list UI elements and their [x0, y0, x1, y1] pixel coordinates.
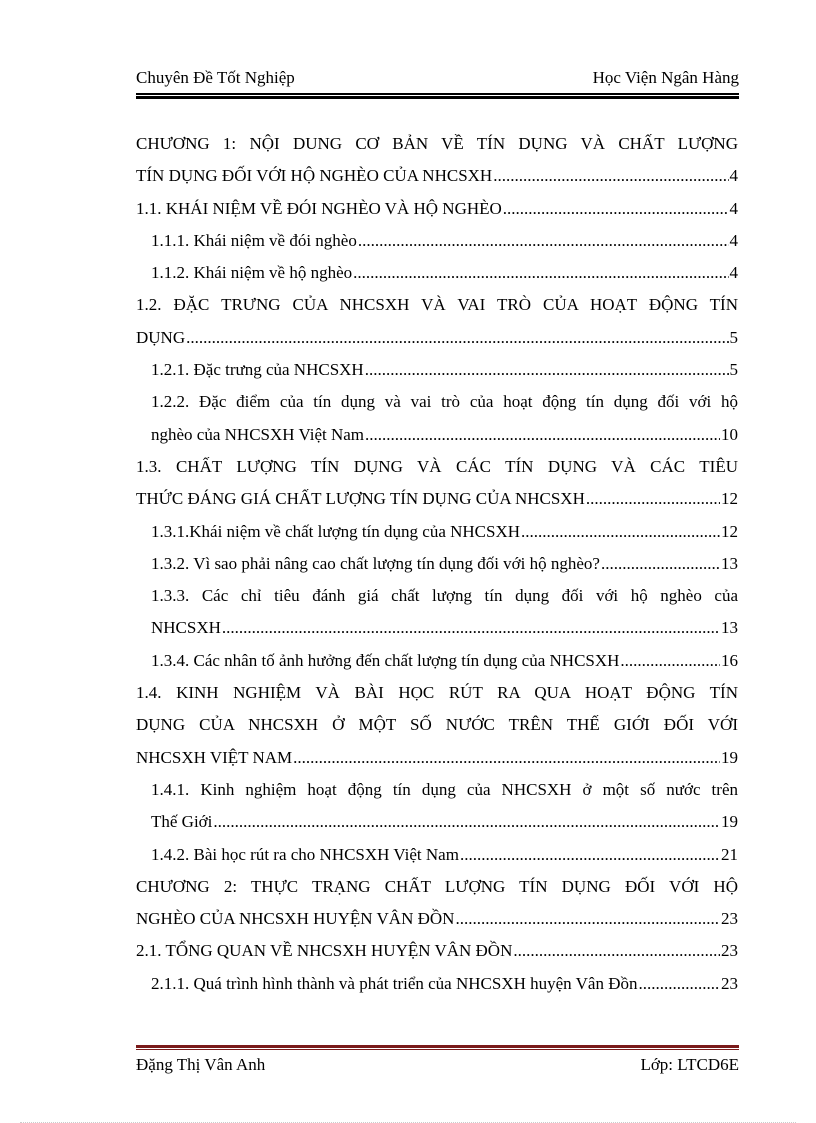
toc-entry-line: [151, 612, 738, 644]
dot-leader: [620, 645, 720, 677]
toc-entry-text: 1.4. KINH NGHIỆM VÀ BÀI HỌC RÚT RA QUA HOẠT ĐỘNG TÍN: [136, 683, 738, 703]
toc-entry[interactable]: [136, 354, 738, 386]
toc-entry-text: 2.1. TỔNG QUAN VỀ NHCSXH HUYỆN VÂN ĐỒN: [136, 941, 513, 961]
toc-entry-text: THỨC ĐÁNG GIÁ CHẤT LƯỢNG TÍN DỤNG CỦA NHCSXH: [136, 489, 585, 509]
toc-entry-line: [151, 419, 738, 451]
header-rule-thick: [136, 96, 739, 99]
dot-leader: [365, 419, 720, 451]
toc-page-number: 5: [729, 327, 738, 347]
header-rule: [136, 93, 739, 95]
toc-entry-text: 1.4.1. Kinh nghiệm hoạt động tín dụng của NHCSXH ở một số nước trên: [151, 779, 738, 799]
dot-leader: [455, 903, 720, 935]
dot-leader: [213, 806, 720, 838]
toc-entry-line: [151, 516, 738, 548]
dot-leader: [503, 193, 729, 225]
toc-entry-line: [151, 968, 738, 1000]
toc-entry-line: [151, 548, 738, 580]
header-left-title: Chuyên Đề Tốt Nghiệp: [136, 68, 295, 87]
toc-entry-text: 1.2.1. Đặc trưng của NHCSXH: [151, 360, 364, 380]
toc-entry-text: 1.3. CHẤT LƯỢNG TÍN DỤNG VÀ CÁC TÍN DỤNG VÀ CÁC TIÊU: [136, 456, 738, 476]
dot-leader: [365, 354, 729, 386]
toc-entry-text: 1.2. ĐẶC TRƯNG CỦA NHCSXH VÀ VAI TRÒ CỦA HOẠT ĐỘNG TÍN: [136, 295, 738, 315]
toc-entry[interactable]: [136, 193, 738, 225]
toc-page-number: 4: [729, 166, 738, 186]
toc-entry[interactable]: [136, 289, 738, 354]
toc-entry-text: CHƯƠNG 2: THỰC TRẠNG CHẤT LƯỢNG TÍN DỤNG ĐỐI VỚI HỘ: [136, 876, 738, 896]
toc-page-number: 12: [721, 489, 738, 509]
footer-rule-thin: [136, 1049, 739, 1050]
toc-page-number: 23: [721, 941, 738, 961]
toc-entry-text: 2.1.1. Quá trình hình thành và phát triển của NHCSXH huyện Vân Đồn: [151, 973, 638, 993]
toc-page-number: 13: [721, 553, 738, 573]
toc-page-number: 13: [721, 618, 738, 638]
toc-entry[interactable]: [136, 386, 738, 451]
toc-entry[interactable]: [136, 548, 738, 580]
footer-author: Đặng Thị Vân Anh: [136, 1055, 266, 1074]
toc-entry-line: [151, 839, 738, 871]
toc-entry-text: DỤNG: [136, 327, 186, 347]
toc-page-number: 19: [721, 747, 738, 767]
toc-entry-line: [136, 935, 738, 967]
dot-leader: [601, 548, 720, 580]
toc-entry-line: [151, 806, 738, 838]
toc-entry-text: 1.1.1. Khái niệm về đói nghèo: [151, 230, 357, 250]
table-of-contents: [136, 128, 738, 1000]
toc-page-number: 4: [729, 230, 738, 250]
toc-page-number: 23: [721, 973, 738, 993]
dot-leader: [186, 322, 728, 354]
toc-entry-line: [136, 160, 738, 192]
toc-entry-line: [151, 354, 738, 386]
toc-entry-text: 1.3.1.Khái niệm về chất lượng tín dụng của NHCSXH: [151, 521, 521, 541]
toc-entry-text: 1.1. KHÁI NIỆM VỀ ĐÓI NGHÈO VÀ HỘ NGHÈO: [136, 198, 502, 218]
toc-entry[interactable]: [136, 580, 738, 645]
toc-page-number: 5: [729, 360, 738, 380]
toc-page-number: 16: [721, 650, 738, 670]
toc-page-number: 19: [721, 812, 738, 832]
toc-entry-text: 1.4.2. Bài học rút ra cho NHCSXH Việt Nam: [151, 844, 459, 864]
toc-page-number: 23: [721, 909, 738, 929]
dot-leader: [513, 935, 720, 967]
toc-entry-text: nghèo của NHCSXH Việt Nam: [151, 424, 365, 444]
toc-entry-line: [151, 257, 738, 289]
footer-rule: [136, 1045, 739, 1048]
dot-leader: [353, 257, 728, 289]
dot-leader: [493, 160, 728, 192]
toc-entry-line: [136, 483, 738, 515]
page-header: [136, 68, 739, 88]
toc-page-number: 4: [729, 263, 738, 283]
toc-entry-line: [136, 322, 738, 354]
toc-page-number: 4: [729, 198, 738, 218]
dot-leader: [638, 968, 720, 1000]
toc-entry[interactable]: [136, 451, 738, 516]
toc-entry-text: TÍN DỤNG ĐỐI VỚI HỘ NGHÈO CỦA NHCSXH: [136, 166, 493, 186]
dot-leader: [460, 839, 720, 871]
toc-entry-line: [136, 903, 738, 935]
toc-entry[interactable]: [136, 774, 738, 839]
toc-page-number: 21: [721, 844, 738, 864]
toc-entry-text: NGHÈO CỦA NHCSXH HUYỆN VÂN ĐỒN: [136, 909, 455, 929]
toc-entry[interactable]: [136, 839, 738, 871]
toc-entry-text: 1.3.4. Các nhân tố ảnh hưởng đến chất lượng tín dụng của NHCSXH: [151, 650, 620, 670]
toc-entry-text: 1.1.2. Khái niệm về hộ nghèo: [151, 263, 353, 283]
dot-leader: [586, 483, 720, 515]
toc-entry[interactable]: [136, 645, 738, 677]
dot-leader: [521, 516, 720, 548]
toc-entry[interactable]: [136, 968, 738, 1000]
dot-leader: [358, 225, 729, 257]
toc-entry[interactable]: [136, 677, 738, 774]
toc-entry[interactable]: [136, 225, 738, 257]
toc-entry-text: CHƯƠNG 1: NỘI DUNG CƠ BẢN VỀ TÍN DỤNG VÀ CHẤT LƯỢNG: [136, 134, 738, 153]
dot-leader: [222, 612, 720, 644]
toc-entry-line: [136, 742, 738, 774]
toc-entry-line: [151, 645, 738, 677]
toc-entry-text: 1.3.3. Các chỉ tiêu đánh giá chất lượng tín dụng đối với hộ nghèo của: [151, 586, 738, 606]
toc-entry-text: DỤNG CỦA NHCSXH Ở MỘT SỐ NƯỚC TRÊN THẾ GIỚI ĐỐI VỚI: [136, 715, 738, 735]
header-right-title: Học Viện Ngân Hàng: [592, 68, 739, 87]
toc-entry-line: [136, 193, 738, 225]
toc-page-number: 12: [721, 521, 738, 541]
toc-entry-text: Thế Giới: [151, 812, 213, 832]
footer-class: Lớp: LTCD6E: [640, 1055, 739, 1074]
toc-entry[interactable]: [136, 935, 738, 967]
toc-entry-text: NHCSXH: [151, 618, 221, 638]
dot-leader: [293, 742, 720, 774]
toc-entry-text: 1.2.2. Đặc điểm của tín dụng và vai trò của hoạt động tín dụng đối với hộ: [151, 392, 738, 412]
toc-entry-text: 1.3.2. Vì sao phải nâng cao chất lượng tín dụng đối với hộ nghèo?: [151, 553, 600, 573]
toc-entry[interactable]: [136, 257, 738, 289]
toc-page-number: 10: [721, 424, 738, 444]
page-footer: [136, 1055, 739, 1075]
toc-entry[interactable]: [136, 516, 738, 548]
toc-entry[interactable]: [136, 128, 738, 193]
toc-entry[interactable]: [136, 871, 738, 936]
toc-entry-text: NHCSXH VIỆT NAM: [136, 747, 293, 767]
toc-entry-line: [151, 225, 738, 257]
